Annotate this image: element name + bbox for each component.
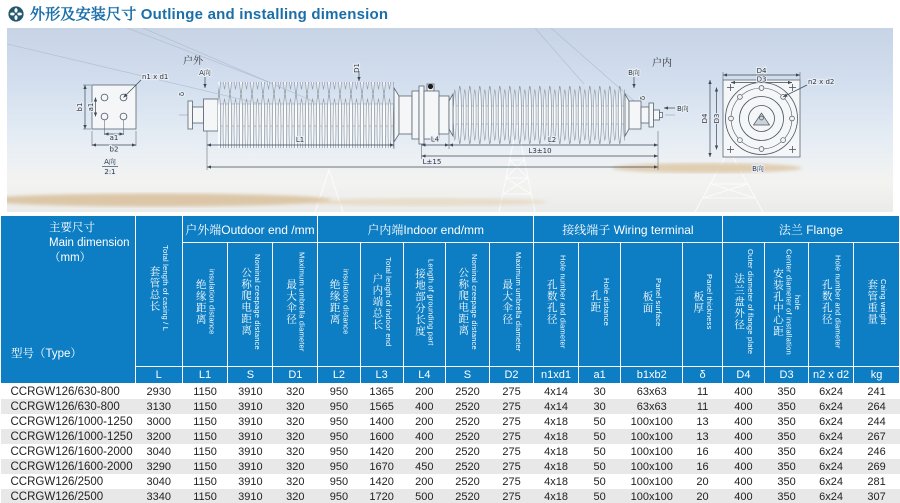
column-header: 最大伞径 Maximum umbrella diameter	[273, 243, 318, 367]
value-cell: 1150	[193, 415, 217, 428]
value-cell: 350	[777, 445, 796, 458]
value-cell: 275	[502, 490, 521, 503]
column-header: 户内端总长 Total length of indoor end	[360, 243, 403, 367]
terminal-plate-detail	[76, 73, 168, 176]
column-header: 公称爬电距离 Nominal creepage distance	[445, 243, 489, 367]
value-cell: 6x24	[819, 490, 843, 503]
type-cell: CCRGW126/1600-2000	[10, 445, 133, 458]
value-cell: 1150	[193, 430, 217, 443]
symbol-cell: S	[445, 367, 489, 384]
value-cell: 2520	[455, 460, 480, 473]
value-cell: 50	[593, 475, 606, 488]
value-cell: 246	[867, 445, 886, 458]
column-header: 接地部分长度 Length of grounding part	[403, 243, 445, 367]
value-cell: 350	[777, 415, 796, 428]
value-cell: 320	[286, 385, 305, 398]
column-header: 绝缘距离 insulation distance	[182, 243, 228, 367]
value-cell: 400	[734, 415, 753, 428]
table-row	[1, 414, 900, 429]
symbol-cell: D4	[722, 367, 764, 384]
value-cell: 100x100	[630, 415, 673, 428]
symbol-cell: L1	[182, 367, 228, 384]
value-cell: 50	[593, 445, 606, 458]
value-cell: 3910	[238, 460, 263, 473]
type-cell: CCRGW126/630-800	[10, 385, 120, 398]
column-header: 法兰盘外径 Outer diameter of flange plate	[722, 243, 764, 367]
column-header: 板面 Panel surface	[621, 243, 683, 367]
value-cell: 6x24	[819, 430, 843, 443]
corner-cell	[1, 216, 136, 384]
n1xd1-callout: n1 x d1	[142, 73, 169, 81]
main-dimension-label: 主要尺寸 Main dimension （mm）	[49, 222, 130, 264]
table-body	[1, 384, 900, 503]
value-cell: 4x18	[544, 460, 568, 473]
value-cell: 264	[867, 400, 886, 413]
value-cell: 200	[415, 385, 434, 398]
value-cell: 950	[329, 430, 349, 443]
group-wiring-terminal: 接线端子 Wiring terminal	[534, 216, 723, 243]
value-cell: 2520	[455, 475, 480, 488]
symbol-cell: b1xb2	[621, 367, 683, 384]
group-indoor-end: 户内端Indoor end/mm	[318, 216, 534, 243]
view-a-label: A向	[104, 158, 116, 166]
column-header: 孔距 Hole distance	[578, 243, 620, 367]
type-cell: CCRGW126/1600-2000	[10, 460, 133, 473]
value-cell: 6x24	[819, 460, 843, 473]
symbol-cell: n2 x d2	[809, 367, 854, 384]
value-cell: 4x18	[544, 415, 568, 428]
value-cell: 950	[329, 475, 349, 488]
ground-strip	[7, 163, 802, 207]
outdoor-sheds	[218, 82, 394, 148]
value-cell: 320	[286, 460, 305, 473]
l-dim-label: L±15	[422, 158, 442, 166]
value-cell: 950	[329, 415, 349, 428]
value-cell: 400	[734, 385, 753, 398]
delta-left-label: δ	[178, 91, 186, 97]
value-cell: 500	[415, 490, 434, 503]
indoor-sheds	[453, 86, 625, 144]
value-cell: 3910	[238, 445, 263, 458]
value-cell: 400	[734, 445, 753, 458]
value-cell: 1150	[193, 385, 217, 398]
value-cell: 11	[696, 385, 709, 398]
value-cell: 100x100	[630, 460, 673, 473]
value-cell: 100x100	[630, 445, 673, 458]
value-cell: 100x100	[630, 430, 673, 443]
value-cell: 320	[286, 475, 305, 488]
value-cell: 1400	[369, 415, 394, 428]
value-cell: 200	[415, 415, 434, 428]
value-cell: 1720	[369, 490, 394, 503]
value-cell: 200	[415, 475, 434, 488]
dimension-table	[0, 215, 900, 503]
value-cell: 400	[415, 400, 434, 413]
clover-badge-icon	[8, 6, 24, 22]
value-cell: 4x14	[544, 400, 568, 413]
view-b-arrow-label: B向	[677, 105, 689, 113]
value-cell: 950	[329, 460, 349, 473]
value-cell: 350	[777, 430, 796, 443]
value-cell: 16	[696, 445, 709, 458]
value-cell: 100x100	[630, 490, 673, 503]
table-row	[1, 459, 900, 474]
value-cell: 1150	[193, 400, 217, 413]
value-cell: 275	[502, 415, 521, 428]
column-header: 安装孔中心距 Center diameter of installation hole	[765, 243, 809, 367]
symbol-cell: L	[135, 367, 182, 384]
view-b-label: B向	[752, 165, 764, 173]
l1-dim-label: L1	[295, 136, 305, 144]
b2-dim-label: b2	[109, 145, 119, 154]
d3-vertical-dim-label: D3	[713, 113, 721, 124]
value-cell: 400	[734, 400, 753, 413]
d4-vertical-dim-label: D4	[701, 113, 709, 124]
symbol-cell: D3	[765, 367, 809, 384]
outdoor-label: 户外	[183, 56, 203, 67]
value-cell: 350	[777, 490, 796, 503]
symbol-cell: L3	[360, 367, 403, 384]
value-cell: 63x63	[636, 385, 667, 398]
l3-dim-label: L3±10	[528, 147, 552, 155]
value-cell: 1365	[369, 385, 394, 398]
group-flange: 法兰 Flange	[722, 216, 899, 243]
value-cell: 3340	[146, 490, 171, 503]
value-cell: 4x18	[544, 490, 568, 503]
value-cell: 275	[502, 385, 521, 398]
value-cell: 30	[593, 385, 606, 398]
indoor-label: 户内	[652, 58, 672, 69]
value-cell: 1150	[193, 475, 217, 488]
value-cell: 50	[593, 460, 606, 473]
page-title: 外形及安装尺寸 Outlinge and installing dimension	[30, 6, 389, 23]
value-cell: 2520	[455, 415, 480, 428]
value-cell: 63x63	[636, 400, 667, 413]
value-cell: 1670	[369, 460, 394, 473]
delta-right-label: δ	[639, 95, 647, 101]
symbol-cell: D2	[490, 367, 534, 384]
value-cell: 950	[329, 385, 349, 398]
column-header: 孔数孔径 Hole number and diameter	[534, 243, 579, 367]
column-header: 绝缘距离 insulation distance	[318, 243, 360, 367]
value-cell: 30	[593, 400, 606, 413]
table-row	[1, 399, 900, 414]
value-cell: 400	[734, 490, 753, 503]
value-cell: 1150	[193, 460, 217, 473]
value-cell: 6x24	[819, 415, 843, 428]
value-cell: 275	[502, 400, 521, 413]
value-cell: 320	[286, 415, 305, 428]
l2-dim-label: L2	[547, 136, 557, 144]
value-cell: 50	[593, 415, 606, 428]
value-cell: 281	[867, 475, 886, 488]
value-cell: 2930	[146, 385, 171, 398]
type-cell: CCRGW126/1000-1250	[10, 415, 133, 428]
group-outdoor-end: 户外端Outdoor end /mm	[182, 216, 318, 243]
value-cell: 4x18	[544, 430, 568, 443]
type-cell: CCRGW126/2500	[10, 475, 104, 488]
table-row	[1, 444, 900, 459]
value-cell: 320	[286, 490, 305, 503]
table-row	[1, 429, 900, 444]
value-cell: 4x18	[544, 475, 568, 488]
value-cell: 50	[593, 490, 606, 503]
value-cell: 350	[777, 385, 796, 398]
value-cell: 950	[329, 445, 349, 458]
value-cell: 267	[867, 430, 886, 443]
value-cell: 3910	[238, 385, 263, 398]
symbol-cell: n1xd1	[534, 367, 579, 384]
type-cell: CCRGW126/1000-1250	[10, 430, 133, 443]
value-cell: 950	[329, 400, 349, 413]
value-cell: 3040	[146, 445, 171, 458]
a1-vertical-dim-label: a1	[87, 102, 95, 112]
value-cell: 3130	[146, 400, 171, 413]
value-cell: 275	[502, 475, 521, 488]
symbol-cell: kg	[854, 367, 900, 384]
column-header: 公称爬电距离 Nominal creepage distance	[228, 243, 273, 367]
value-cell: 2520	[455, 445, 480, 458]
d4-dim-label: D4	[756, 67, 767, 75]
symbol-cell: δ	[683, 367, 723, 384]
symbol-cell: L2	[318, 367, 360, 384]
view-a-scale: 2:1	[104, 168, 116, 176]
value-cell: 307	[867, 490, 886, 503]
type-cell: CCRGW126/630-800	[10, 400, 120, 413]
a1-horizontal-dim-label: a1	[109, 134, 119, 142]
value-cell: 400	[734, 475, 753, 488]
value-cell: 13	[696, 430, 709, 443]
value-cell: 1420	[369, 475, 394, 488]
value-cell: 6x24	[819, 445, 843, 458]
value-cell: 1565	[369, 400, 394, 413]
value-cell: 1420	[369, 445, 394, 458]
value-cell: 13	[696, 415, 709, 428]
l4-dim-label: L4	[430, 135, 440, 144]
value-cell: 950	[329, 490, 349, 503]
value-cell: 350	[777, 460, 796, 473]
value-cell: 100x100	[630, 475, 673, 488]
value-cell: 11	[696, 400, 709, 413]
value-cell: 3290	[146, 460, 171, 473]
d1-dim-label: D1	[353, 63, 361, 73]
symbol-cell: S	[228, 367, 273, 384]
grounding-terminal-dot	[428, 84, 433, 89]
column-header: 最大伞径 Maximum umbrella diameter	[490, 243, 534, 367]
table-row	[1, 489, 900, 503]
column-header: 孔数孔径 Hole number and diameter	[809, 243, 854, 367]
value-cell: 6x24	[819, 475, 843, 488]
value-cell: 400	[734, 460, 753, 473]
value-cell: 4x14	[544, 385, 568, 398]
table-row	[1, 384, 900, 400]
view-b-tiny-label: B向	[628, 69, 640, 77]
value-cell: 350	[777, 475, 796, 488]
value-cell: 320	[286, 445, 305, 458]
n2xd2-callout: n2 x d2	[808, 78, 835, 86]
value-cell: 2520	[455, 385, 480, 398]
value-cell: 6x24	[819, 385, 843, 398]
value-cell: 3910	[238, 475, 263, 488]
value-cell: 50	[593, 430, 606, 443]
type-cell: CCRGW126/2500	[10, 490, 104, 503]
flange-detail	[701, 67, 834, 173]
table-row	[1, 474, 900, 489]
value-cell: 1600	[369, 430, 394, 443]
value-cell: 320	[286, 430, 305, 443]
value-cell: 4x18	[544, 445, 568, 458]
value-cell: 3910	[238, 490, 263, 503]
symbol-cell: D1	[273, 367, 318, 384]
value-cell: 3000	[146, 415, 171, 428]
symbol-cell: L4	[403, 367, 445, 384]
value-cell: 275	[502, 430, 521, 443]
value-cell: 2520	[455, 400, 480, 413]
drawing-area	[7, 28, 893, 212]
value-cell: 244	[867, 415, 886, 428]
value-cell: 269	[867, 460, 886, 473]
d3-dim-label: D3	[756, 75, 767, 84]
value-cell: 320	[286, 400, 305, 413]
page-header	[8, 3, 388, 24]
b1-dim-label: b1	[76, 102, 84, 112]
value-cell: 3910	[238, 415, 263, 428]
value-cell: 3910	[238, 430, 263, 443]
value-cell: 275	[502, 460, 521, 473]
value-cell: 241	[867, 385, 886, 398]
value-cell: 350	[777, 400, 796, 413]
value-cell: 1150	[193, 445, 217, 458]
view-a-tiny-label: A向	[199, 69, 211, 77]
type-label: 型号（Type）	[11, 348, 82, 360]
value-cell: 2520	[455, 430, 480, 443]
value-cell: 3200	[146, 430, 171, 443]
value-cell: 275	[502, 445, 521, 458]
value-cell: 16	[696, 460, 709, 473]
value-cell: 1150	[193, 490, 217, 503]
symbol-cell: a1	[578, 367, 620, 384]
value-cell: 200	[415, 445, 434, 458]
technical-drawing	[7, 28, 893, 212]
value-cell: 20	[696, 475, 709, 488]
column-header: 套管重量 Caing weight	[854, 243, 900, 367]
value-cell: 6x24	[819, 400, 843, 413]
value-cell: 2520	[455, 490, 480, 503]
value-cell: 450	[415, 460, 434, 473]
group-header-row	[1, 216, 900, 243]
value-cell: 400	[415, 430, 434, 443]
value-cell: 3910	[238, 400, 263, 413]
column-header: 板厚 Panel thickness	[683, 243, 723, 367]
value-cell: 400	[734, 430, 753, 443]
column-header-total-length: 套管总长 Total length of casing / L	[135, 216, 182, 367]
value-cell: 3040	[146, 475, 171, 488]
value-cell: 20	[696, 490, 709, 503]
